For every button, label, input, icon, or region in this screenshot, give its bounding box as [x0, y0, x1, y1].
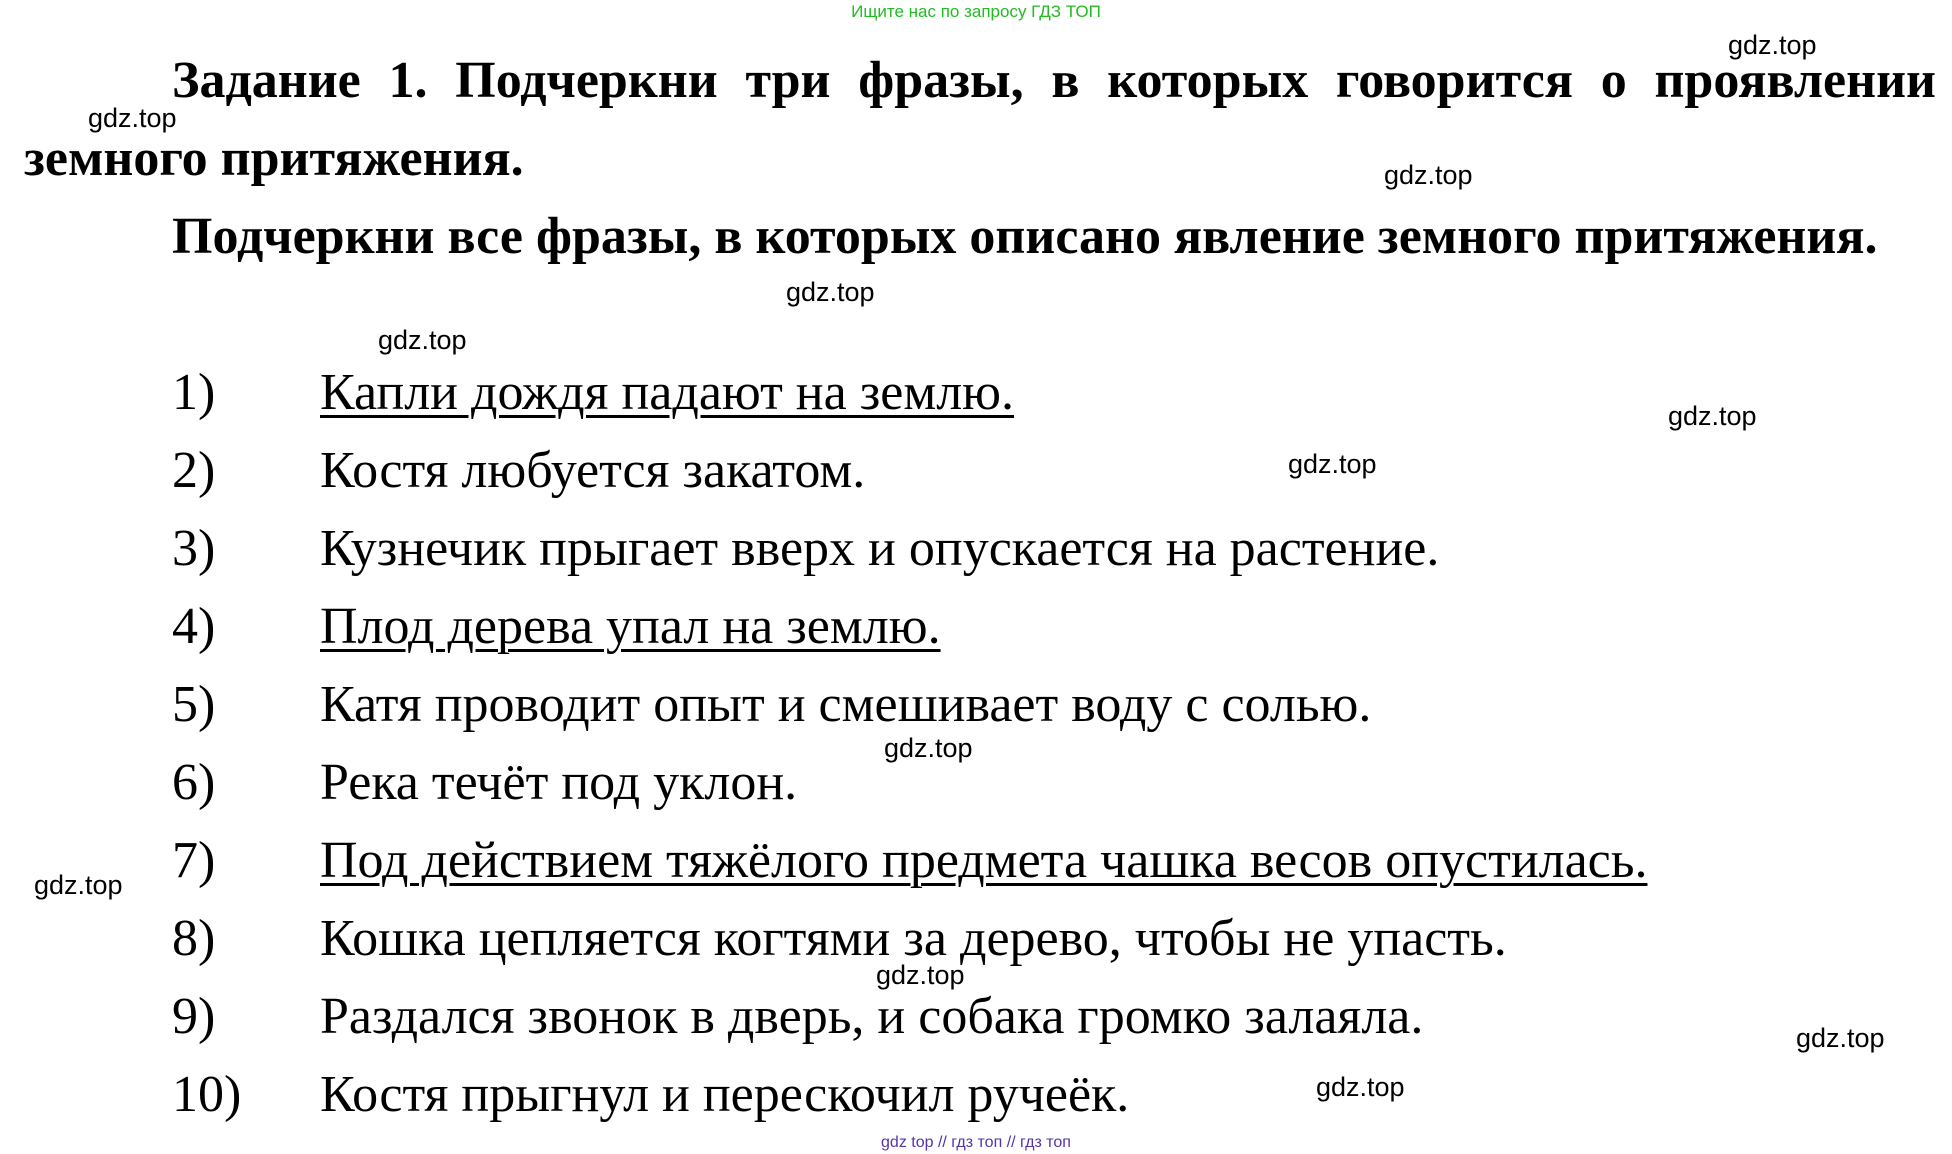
item-number: 1)	[172, 364, 216, 421]
watermark: gdz.top	[786, 277, 875, 307]
item-number: 6)	[172, 754, 216, 811]
watermark: gdz.top	[876, 960, 965, 990]
item-text: Раздался звонок в дверь, и собака громко залаяла.	[320, 988, 1424, 1045]
item-text: Под действием тяжёлого предмета чашка весов опустилась.	[320, 832, 1648, 889]
item-number: 2)	[172, 442, 216, 499]
item-number: 7)	[172, 832, 216, 889]
watermark: gdz.top	[88, 103, 177, 133]
watermark: gdz.top	[34, 870, 123, 900]
watermark: gdz.top	[1668, 401, 1757, 431]
item-text: Кузнечик прыгает вверх и опускается на растение.	[320, 520, 1440, 577]
watermark: gdz.top	[884, 733, 973, 763]
footer: gdz top // гдз топ // гдз топ	[881, 1134, 1071, 1151]
item-text: Плод дерева упал на землю.	[320, 598, 941, 655]
watermark: gdz.top	[378, 325, 467, 355]
watermark: gdz.top	[1728, 30, 1817, 60]
watermark: gdz.top	[1316, 1072, 1405, 1102]
item-text: Капли дождя падают на землю.	[320, 364, 1015, 421]
item-text: Река течёт под уклон.	[320, 754, 798, 811]
task-1-heading: Задание 1. Подчеркни три фразы, в которых говорится о проявлении земного притяжения.	[24, 52, 1936, 187]
watermark: gdz.top	[1796, 1023, 1885, 1053]
item-text: Катя проводит опыт и смешивает воду с солью.	[320, 676, 1372, 733]
item-text: Костя любуется закатом.	[320, 442, 866, 499]
watermark: gdz.top	[1288, 449, 1377, 479]
item-number: 3)	[172, 520, 216, 577]
item-number: 5)	[172, 676, 216, 733]
item-text: Кошка цепляется когтями за дерево, чтобы не упасть.	[320, 910, 1507, 967]
top-banner: Ищите нас по запросу ГДЗ ТОП	[851, 2, 1101, 21]
item-number: 4)	[172, 598, 216, 655]
watermark: gdz.top	[1384, 160, 1473, 190]
item-text: Костя прыгнул и перескочил ручеёк.	[320, 1066, 1130, 1123]
item-number: 8)	[172, 910, 216, 967]
task-2-heading: Подчеркни все фразы, в которых описано явление земного притяжения.	[172, 208, 1878, 265]
item-number: 10)	[172, 1066, 242, 1123]
item-number: 9)	[172, 988, 216, 1045]
